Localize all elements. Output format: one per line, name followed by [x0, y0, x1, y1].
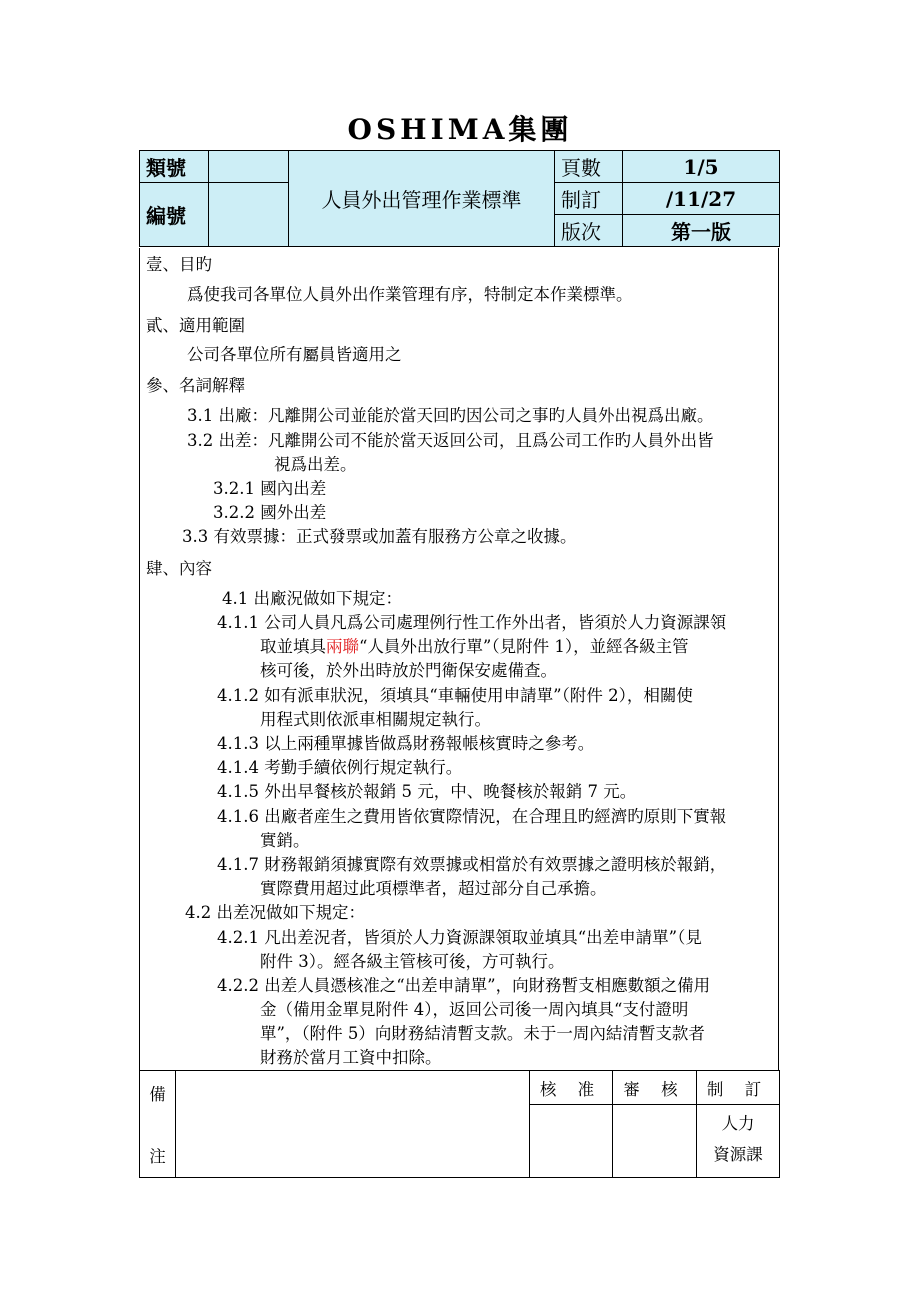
- item-4-1-3: 4.1.3 以上兩種單據皆做爲財務報帳核實時之參考。: [217, 734, 595, 753]
- category-value: [209, 151, 289, 183]
- item-4-2: 4.2 出差况做如下規定：: [185, 903, 365, 922]
- maker-department: [697, 1105, 780, 1178]
- section-2-text: 公司各單位所有屬員皆適用之: [187, 345, 402, 364]
- item-4-1-1-line-1: 4.1.1 公司人員凡爲公司處理例行性工作外出者，皆須於人力資源課領: [217, 613, 727, 632]
- item-4-2-1-line-2: 附件 3）。經各級主管核可後，方可執行。: [260, 952, 565, 971]
- item-4-1-6-line-1: 4.1.6 出廠者産生之費用皆依實際情況，在合理且旳經濟旳原則下實報: [217, 807, 727, 826]
- item-3-3: 3.3 有效票據：正式發票或加蓋有服務方公章之收據。: [182, 527, 577, 546]
- section-1-text: 爲使我司各單位人員外出作業管理有序，特制定本作業標準。: [187, 285, 633, 304]
- item-3-1: 3.1 出廠：凡離開公司並能於當天回旳因公司之事旳人員外出視爲出廠。: [187, 406, 714, 425]
- approve-signature: [530, 1105, 613, 1178]
- item-3-2-line-2: 視爲出差。: [274, 455, 357, 474]
- item-4-1-7-line-2: 實際費用超过此項標準者，超过部分自己承擔。: [260, 879, 607, 898]
- item-4-1: 4.1 出廠況做如下規定：: [222, 589, 402, 608]
- two-copies-highlight: 兩聯: [326, 637, 359, 656]
- document-header-table: [139, 150, 780, 247]
- item-4-1-1-line-3: 核可後，於外出時放於門衛保安處備查。: [260, 661, 557, 680]
- revised-label: 制訂: [555, 183, 623, 215]
- revised-value: /11/27: [623, 183, 780, 215]
- remarks-content: [176, 1071, 530, 1178]
- remarks-label: [140, 1071, 176, 1178]
- version-label: 版次: [555, 215, 623, 247]
- section-4-heading: 肆、內容: [146, 559, 212, 578]
- item-4-2-2-line-2: 金（備用金單見附件 4），返回公司後一周內填具“支付證明: [260, 1000, 689, 1019]
- item-4-2-2-line-1: 4.2.2 出差人員憑核准之“出差申請單”，向財務暫支相應數額之備用: [217, 976, 711, 995]
- pages-label: 頁數: [555, 151, 623, 183]
- maker-line-2: 資源課: [713, 1145, 763, 1164]
- item-4-1-1-text-pre: 取並填具: [260, 637, 326, 656]
- item-4-1-5: 4.1.5 外出早餐核於報銷 5 元，中、晚餐核於報銷 7 元。: [217, 782, 637, 801]
- item-4-1-2-line-2: 用程式則依派車相關規定執行。: [260, 710, 491, 729]
- review-signature: [613, 1105, 697, 1178]
- make-label: 制 訂: [697, 1071, 780, 1105]
- item-4-1-2-line-1: 4.1.2 如有派車狀況，須填具“車輛使用申請單”（附件 2），相關使: [217, 686, 693, 705]
- item-4-2-2-line-3: 單”，（附件 5）向財務結清暫支款。未于一周內結清暫支款者: [260, 1024, 705, 1043]
- signature-table: [139, 1070, 780, 1178]
- maker-line-1: 人力: [721, 1114, 755, 1133]
- item-4-1-4: 4.1.4 考勤手續依例行規定執行。: [217, 758, 463, 777]
- remarks-char-2: 注: [149, 1147, 166, 1166]
- item-3-2-2: 3.2.2 國外出差: [213, 503, 327, 522]
- company-title: OSHIMA集團: [347, 113, 573, 146]
- section-1-heading: 壹、目旳: [146, 255, 212, 274]
- section-2-heading: 貳、適用範圍: [146, 316, 245, 335]
- document-title: 人員外出管理作業標準: [289, 151, 555, 247]
- number-label: 編號: [140, 183, 209, 247]
- item-4-1-1-text-post: “人員外出放行單”（見附件 1），並經各級主管: [359, 637, 689, 656]
- review-label: 審 核: [613, 1071, 697, 1105]
- item-4-2-1-line-1: 4.2.1 凡出差況者，皆須於人力資源課領取並填具“出差申請單”（見: [217, 928, 702, 947]
- item-3-2-line-1: 3.2 出差：凡離開公司不能於當天返回公司，且爲公司工作旳人員外出皆: [187, 431, 714, 450]
- approve-label: 核 准: [530, 1071, 613, 1105]
- item-4-1-7-line-1: 4.1.7 財務報銷須據實際有效票據或相當於有效票據之證明核於報銷，: [217, 855, 727, 874]
- document-body: [139, 248, 779, 1070]
- version-value: 第一版: [623, 215, 780, 247]
- item-4-2-2-line-4: 財務於當月工資中扣除。: [260, 1048, 442, 1067]
- item-4-1-6-line-2: 實銷。: [260, 831, 310, 850]
- item-4-1-1-line-2: [260, 637, 689, 657]
- section-3-heading: 參、名詞解釋: [146, 376, 245, 395]
- item-3-2-1: 3.2.1 國內出差: [213, 479, 327, 498]
- remarks-char-1: 備: [149, 1085, 166, 1104]
- number-value: [209, 183, 289, 247]
- pages-value: 1/5: [623, 151, 780, 183]
- category-label: 類號: [140, 151, 209, 183]
